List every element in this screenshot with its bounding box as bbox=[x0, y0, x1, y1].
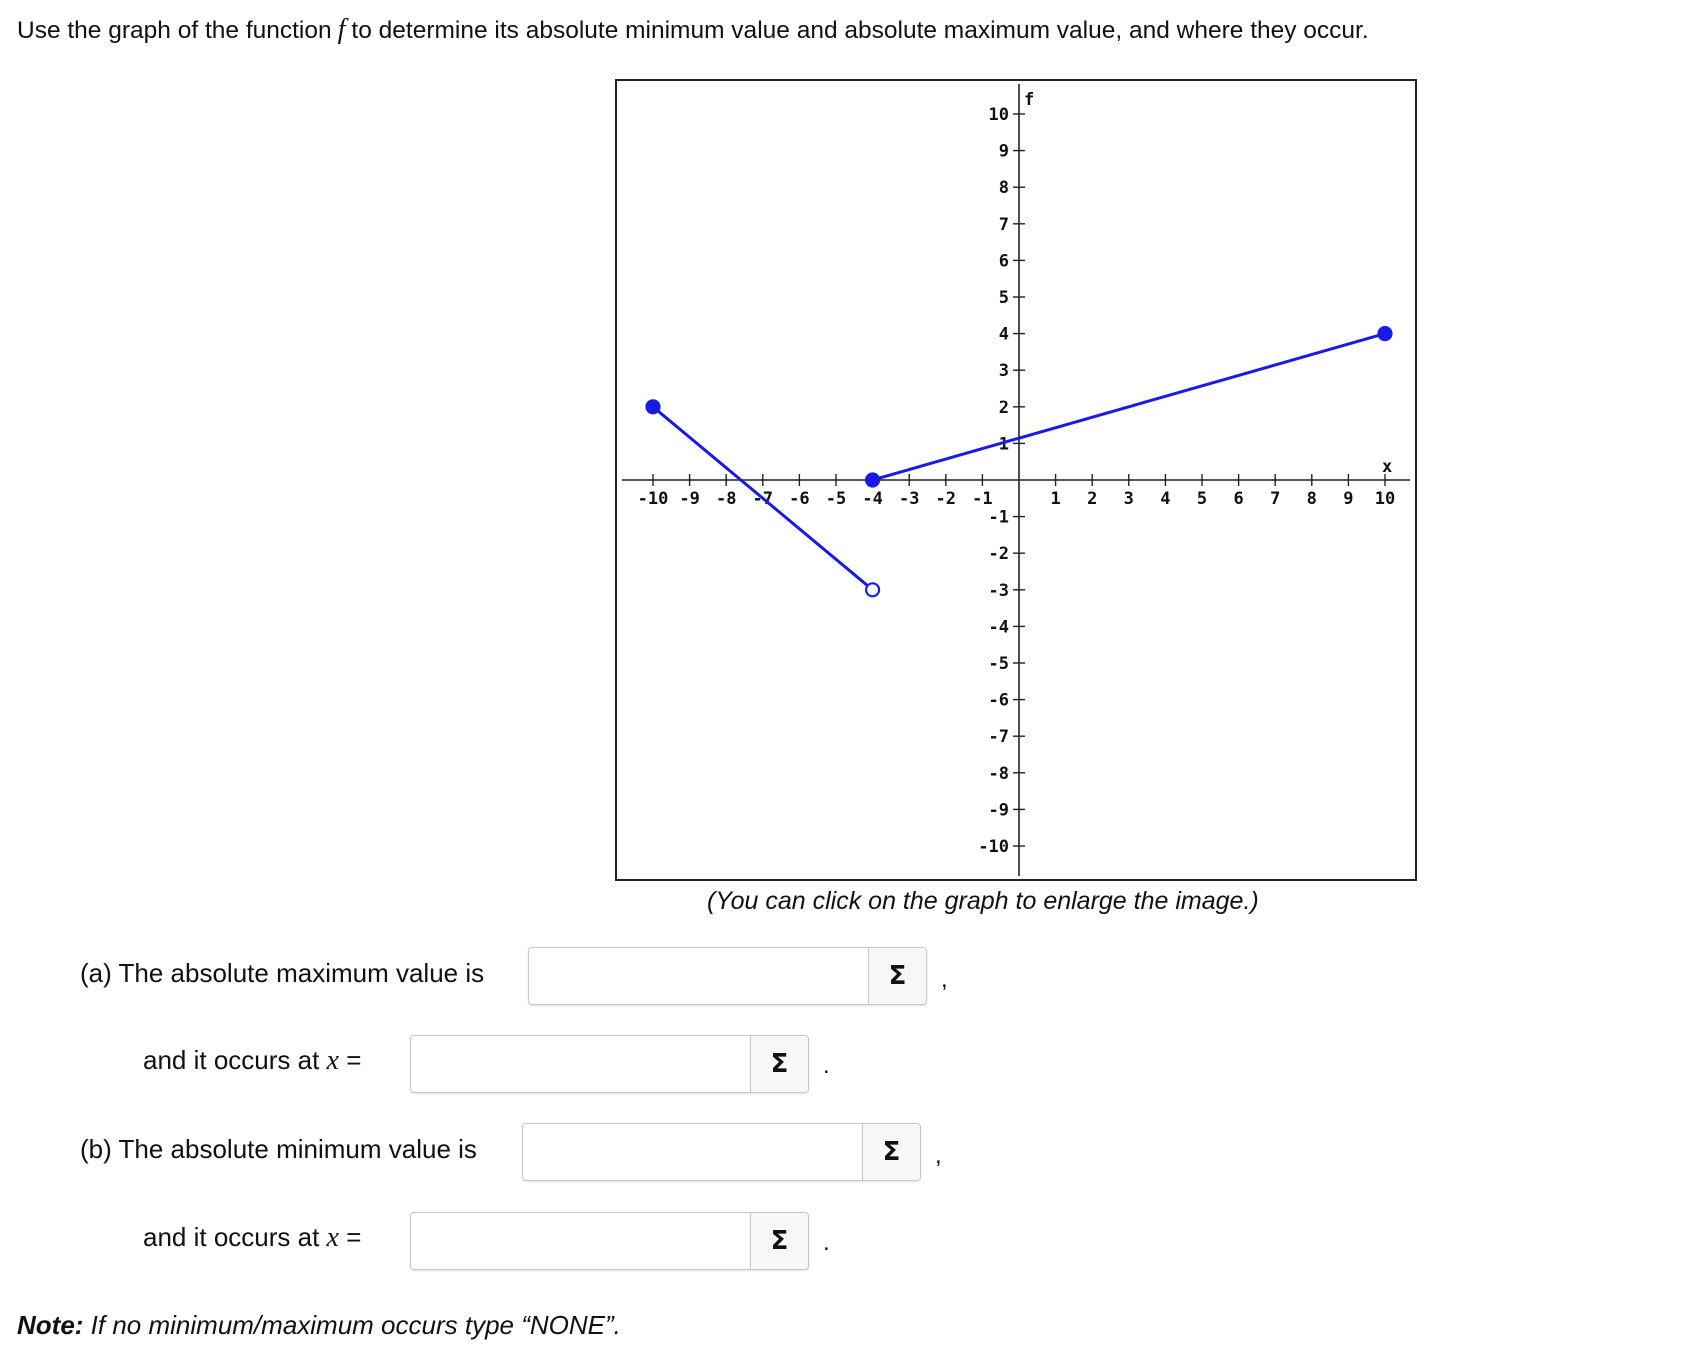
max-x-label bbox=[143, 1045, 361, 1077]
y-tick-label: -3 bbox=[988, 580, 1009, 601]
series-1-start-closed-point bbox=[647, 400, 660, 413]
max-x-answer-group bbox=[410, 1035, 809, 1093]
sigma-icon[interactable]: Σ bbox=[750, 1036, 808, 1092]
series-1-end-open-point bbox=[866, 583, 879, 596]
y-tick-label: 7 bbox=[998, 214, 1009, 235]
y-tick-label: -10 bbox=[978, 837, 1009, 857]
note-text: If no minimum/maximum occurs type “NONE”. bbox=[90, 1310, 621, 1340]
x-tick-label: 8 bbox=[1306, 489, 1317, 509]
max-x-label-var: x bbox=[326, 1045, 339, 1076]
x-tick-label: 6 bbox=[1233, 489, 1244, 509]
sigma-icon[interactable]: Σ bbox=[862, 1124, 920, 1180]
sigma-icon[interactable]: Σ bbox=[868, 948, 926, 1004]
min-x-label bbox=[143, 1222, 361, 1254]
function-graph[interactable] bbox=[615, 79, 1417, 881]
min-x-answer-group bbox=[410, 1212, 809, 1270]
min-value-input[interactable] bbox=[523, 1124, 862, 1180]
min-value-label: (b) The absolute minimum value is bbox=[80, 1134, 477, 1164]
max-x-punct: . bbox=[823, 1052, 830, 1079]
min-x-label-suffix: = bbox=[346, 1222, 362, 1252]
x-tick-label: -4 bbox=[862, 489, 883, 509]
note-bold: Note: bbox=[17, 1310, 84, 1340]
x-tick-label: 1 bbox=[1050, 489, 1061, 509]
y-tick-label: -8 bbox=[988, 763, 1009, 784]
prompt-text-before: Use the graph of the function bbox=[17, 17, 332, 44]
y-tick-label: -7 bbox=[988, 727, 1009, 748]
y-tick-label: 10 bbox=[988, 105, 1009, 125]
graph-svg bbox=[617, 81, 1415, 879]
x-tick-label: -8 bbox=[715, 489, 737, 509]
y-tick-label: 4 bbox=[998, 324, 1009, 345]
min-x-label-var: x bbox=[326, 1222, 339, 1253]
x-tick-label: -1 bbox=[972, 489, 993, 509]
x-tick-label: -3 bbox=[898, 489, 920, 509]
min-x-punct: . bbox=[823, 1229, 830, 1256]
x-tick-label: 9 bbox=[1343, 489, 1354, 509]
min-value-punct: , bbox=[935, 1142, 942, 1169]
y-tick-label: -6 bbox=[988, 690, 1009, 711]
x-tick-label: -10 bbox=[637, 489, 669, 509]
min-x-label-prefix: and it occurs at bbox=[143, 1222, 320, 1252]
note bbox=[17, 1310, 621, 1341]
function-label: f bbox=[1024, 90, 1035, 110]
question-prompt bbox=[17, 14, 1369, 46]
max-x-label-suffix: = bbox=[346, 1045, 362, 1075]
min-x-input[interactable] bbox=[411, 1213, 750, 1269]
x-tick-label: 4 bbox=[1160, 489, 1171, 509]
graph-caption: (You can click on the graph to enlarge the image.) bbox=[707, 887, 1259, 915]
y-tick-label: 3 bbox=[998, 361, 1009, 382]
x-tick-label: 3 bbox=[1123, 489, 1134, 509]
max-value-label: (a) The absolute maximum value is bbox=[80, 958, 485, 988]
y-tick-label: -9 bbox=[988, 800, 1009, 821]
x-tick-label: 10 bbox=[1374, 489, 1396, 509]
y-tick-label: -2 bbox=[988, 544, 1009, 565]
y-tick-label: 6 bbox=[998, 251, 1009, 272]
y-tick-label: 9 bbox=[998, 141, 1009, 162]
series-2-end-closed-point bbox=[1379, 327, 1392, 340]
function-symbol: f bbox=[337, 14, 346, 45]
x-axis-label: x bbox=[1382, 457, 1393, 477]
x-tick-label: -5 bbox=[825, 489, 847, 509]
x-tick-label: -9 bbox=[679, 489, 700, 509]
y-tick-label: -4 bbox=[988, 617, 1009, 638]
y-tick-label: 8 bbox=[998, 178, 1009, 199]
series-2-start-closed-point bbox=[866, 474, 879, 487]
series-2-line bbox=[873, 334, 1385, 480]
y-tick-label: 2 bbox=[998, 397, 1009, 418]
y-tick-label: -5 bbox=[988, 654, 1009, 674]
x-tick-label: 2 bbox=[1087, 489, 1098, 509]
x-tick-label: 5 bbox=[1196, 489, 1208, 509]
max-value-input[interactable] bbox=[529, 948, 868, 1004]
max-x-input[interactable] bbox=[411, 1036, 750, 1092]
x-tick-label: -2 bbox=[935, 489, 957, 509]
max-x-label-prefix: and it occurs at bbox=[143, 1045, 320, 1075]
min-value-answer-group bbox=[522, 1123, 921, 1181]
prompt-text-after: to determine its absolute minimum value and absolute maximum value, and where they occur. bbox=[351, 17, 1369, 44]
x-tick-label: -6 bbox=[789, 489, 810, 509]
sigma-icon[interactable]: Σ bbox=[750, 1213, 808, 1269]
x-tick-label: 7 bbox=[1270, 489, 1281, 509]
y-tick-label: 1 bbox=[998, 434, 1009, 455]
max-value-answer-group bbox=[528, 947, 927, 1005]
y-tick-label: 5 bbox=[998, 288, 1009, 308]
y-tick-label: -1 bbox=[988, 507, 1009, 528]
x-tick-label: -7 bbox=[752, 489, 774, 509]
max-value-punct: , bbox=[941, 966, 948, 993]
